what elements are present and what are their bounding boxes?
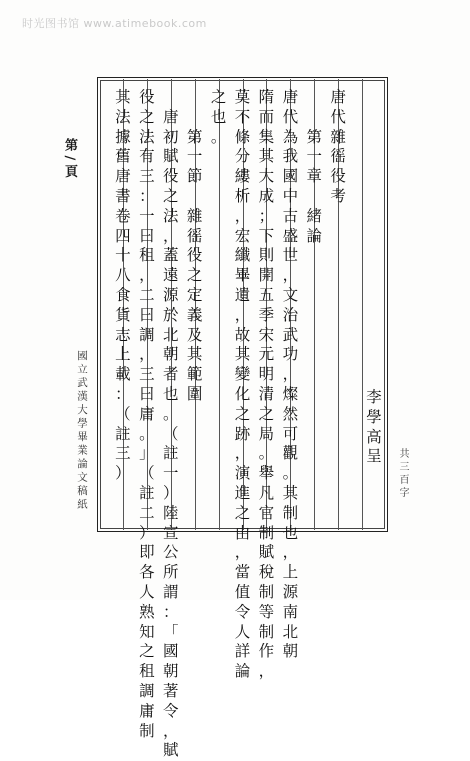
column-char: 文 bbox=[282, 285, 299, 304]
column-char: ） bbox=[162, 483, 179, 502]
column-char: ） bbox=[115, 464, 131, 483]
column-char: 詳 bbox=[234, 642, 251, 661]
column-char: ， bbox=[139, 345, 155, 364]
column-char: 武 bbox=[282, 325, 299, 344]
column-char: 古 bbox=[282, 206, 299, 225]
column-char: 宋 bbox=[258, 325, 275, 344]
column-char: 條 bbox=[234, 127, 251, 146]
column-char: 役 bbox=[186, 246, 203, 265]
column-char: 註 bbox=[115, 424, 131, 443]
column-char: 之 bbox=[234, 503, 251, 522]
column-char: 一 bbox=[139, 206, 155, 225]
column-char: 源 bbox=[162, 285, 179, 304]
column-char: 唐 bbox=[330, 88, 346, 106]
column-char: 。 bbox=[139, 424, 155, 443]
column-char: 季 bbox=[258, 305, 275, 324]
column-char: 也 bbox=[210, 107, 227, 126]
column-char: ： bbox=[162, 602, 179, 621]
column-char bbox=[185, 187, 205, 207]
column-char: 代 bbox=[330, 107, 346, 126]
column-char: 然 bbox=[282, 404, 299, 423]
column-char: 法 bbox=[115, 107, 131, 126]
author-char: 李 bbox=[366, 388, 382, 406]
column-char: 雜 bbox=[330, 127, 346, 146]
column-char: ， bbox=[234, 543, 251, 562]
column-char: 明 bbox=[258, 365, 275, 384]
column-char: 官 bbox=[258, 503, 275, 522]
column-char: 其 bbox=[282, 483, 299, 502]
column-char: （ bbox=[139, 464, 155, 483]
column-char: 載 bbox=[115, 365, 131, 384]
text-column bbox=[209, 88, 229, 147]
column-char: 謂 bbox=[162, 582, 179, 601]
column-char: 之 bbox=[210, 88, 227, 106]
column-char: 庸 bbox=[139, 701, 155, 720]
column-char: 蓋 bbox=[162, 246, 179, 265]
column-char: 一 bbox=[186, 147, 203, 166]
column-char: 役 bbox=[162, 167, 179, 186]
column-char: 。 bbox=[210, 127, 227, 146]
column-char: 貨 bbox=[115, 305, 131, 324]
column-char: 範 bbox=[186, 365, 203, 384]
column-char: 分 bbox=[234, 147, 251, 166]
column-char: ， bbox=[282, 266, 299, 285]
column-char: 五 bbox=[258, 285, 275, 304]
column-char: 下 bbox=[258, 226, 275, 245]
column-char: 縷 bbox=[234, 167, 251, 186]
column-char: 公 bbox=[162, 543, 179, 562]
column-char: 義 bbox=[186, 305, 203, 324]
column-char: 進 bbox=[234, 483, 251, 502]
column-char: 之 bbox=[139, 642, 155, 661]
column-char: 等 bbox=[258, 602, 275, 621]
text-column bbox=[185, 128, 205, 405]
column-char: 圍 bbox=[186, 384, 203, 403]
author-char: 呈 bbox=[366, 447, 382, 466]
column-char: 燦 bbox=[282, 384, 299, 403]
column-char: 賦 bbox=[162, 741, 179, 760]
column-char bbox=[304, 187, 324, 207]
text-column bbox=[328, 88, 348, 207]
column-char: 庸 bbox=[139, 404, 155, 423]
column-char: 唐 bbox=[115, 167, 131, 186]
column-char: 」 bbox=[139, 444, 155, 463]
column-char: 。 bbox=[282, 464, 299, 483]
column-char: 作 bbox=[258, 642, 275, 661]
column-rule bbox=[362, 79, 363, 530]
column-char: 宏 bbox=[234, 226, 251, 245]
column-char: 註 bbox=[139, 483, 155, 502]
column-char: ， bbox=[282, 365, 299, 384]
column-char: 「 bbox=[162, 622, 179, 641]
column-char: 役 bbox=[330, 167, 346, 186]
column-char: 令 bbox=[234, 602, 251, 621]
column-char: ， bbox=[162, 226, 179, 245]
column-char: 我 bbox=[282, 147, 299, 166]
column-char: 節 bbox=[186, 167, 203, 186]
column-char: 宣 bbox=[162, 523, 179, 542]
column-char: 故 bbox=[234, 325, 251, 344]
column-char: ， bbox=[162, 721, 179, 740]
column-char: 第 bbox=[306, 127, 322, 146]
column-char: 上 bbox=[282, 563, 299, 582]
column-char: 知 bbox=[139, 622, 155, 641]
column-char: 值 bbox=[234, 582, 251, 601]
column-char: 而 bbox=[258, 107, 275, 126]
column-char: 據 bbox=[115, 127, 131, 146]
column-char: 制 bbox=[282, 503, 299, 522]
author-char: 高 bbox=[366, 427, 382, 446]
column-char: ， bbox=[234, 444, 251, 463]
column-char: 卷 bbox=[115, 206, 131, 225]
column-char: 即 bbox=[139, 543, 155, 562]
column-char: 隋 bbox=[258, 88, 275, 106]
column-char: 租 bbox=[139, 246, 155, 265]
column-char: 租 bbox=[139, 662, 155, 681]
column-char: ： bbox=[139, 186, 155, 205]
column-char: 熟 bbox=[139, 602, 155, 621]
column-char: ） bbox=[139, 523, 155, 542]
column-char: 遺 bbox=[234, 285, 251, 304]
column-char: 成 bbox=[258, 186, 275, 205]
column-char: 雜 bbox=[186, 206, 203, 225]
column-char: 遠 bbox=[162, 266, 179, 285]
column-char: 法 bbox=[139, 127, 155, 146]
column-char: 之 bbox=[258, 404, 275, 423]
column-char: 陸 bbox=[162, 503, 179, 522]
column-char: 則 bbox=[258, 246, 275, 265]
column-char: 考 bbox=[330, 186, 346, 205]
column-char: 各 bbox=[139, 563, 155, 582]
column-char: 之 bbox=[186, 266, 203, 285]
column-char: 者 bbox=[162, 365, 179, 384]
column-char: 人 bbox=[139, 582, 155, 601]
column-char: 其 bbox=[186, 345, 203, 364]
column-char: 析 bbox=[234, 186, 251, 205]
text-column bbox=[256, 88, 276, 682]
column-char: 志 bbox=[115, 325, 131, 344]
watermark: 时光图书馆 www.atimebook.com bbox=[22, 17, 207, 30]
column-char: 大 bbox=[258, 167, 275, 186]
column-char: 調 bbox=[139, 325, 155, 344]
column-char: （ bbox=[162, 424, 179, 443]
column-char: 有 bbox=[139, 147, 155, 166]
column-char: 國 bbox=[282, 167, 299, 186]
column-char: 莫 bbox=[234, 88, 251, 106]
column-char: 制 bbox=[258, 622, 275, 641]
column-char: ， bbox=[139, 266, 155, 285]
column-char: 之 bbox=[162, 186, 179, 205]
column-char: 凡 bbox=[258, 483, 275, 502]
text-column bbox=[280, 88, 300, 662]
column-char: 元 bbox=[258, 345, 275, 364]
column-char: 稅 bbox=[258, 563, 275, 582]
column-char: 三 bbox=[115, 444, 131, 463]
column-char: 一 bbox=[162, 464, 179, 483]
column-char: 制 bbox=[258, 523, 275, 542]
column-char: ， bbox=[282, 543, 299, 562]
column-char: 論 bbox=[306, 226, 322, 245]
column-char: 食 bbox=[115, 285, 131, 304]
column-char: 舉 bbox=[258, 464, 275, 483]
column-char: 開 bbox=[258, 266, 275, 285]
column-char: 由 bbox=[234, 523, 251, 542]
column-char: ， bbox=[234, 206, 251, 225]
column-char: 不 bbox=[234, 107, 251, 126]
column-char: 法 bbox=[162, 206, 179, 225]
author-signature bbox=[364, 388, 384, 467]
column-char: 代 bbox=[282, 107, 299, 126]
column-char: 緒 bbox=[306, 206, 322, 225]
column-char: 唐 bbox=[162, 107, 179, 126]
column-char: 論 bbox=[234, 662, 251, 681]
column-char: 著 bbox=[162, 681, 179, 700]
column-char: 化 bbox=[234, 384, 251, 403]
text-column bbox=[113, 88, 133, 484]
column-char: 纖 bbox=[234, 246, 251, 265]
column-char: 國 bbox=[162, 642, 179, 661]
column-char: 之 bbox=[234, 404, 251, 423]
column-char: 及 bbox=[186, 325, 203, 344]
column-char: 之 bbox=[139, 107, 155, 126]
column-char: 當 bbox=[234, 563, 251, 582]
column-char: 功 bbox=[282, 345, 299, 364]
column-char: 其 bbox=[258, 147, 275, 166]
column-char: 也 bbox=[282, 523, 299, 542]
column-char: 。 bbox=[162, 404, 179, 423]
column-char: 制 bbox=[139, 721, 155, 740]
column-char: 註 bbox=[162, 444, 179, 463]
column-char: 書 bbox=[115, 186, 131, 205]
column-char: 朝 bbox=[282, 642, 299, 661]
column-char: 治 bbox=[282, 305, 299, 324]
university-paper-label: 國立武漢大學畢業論文稿紙 bbox=[76, 350, 88, 512]
column-char: 唐 bbox=[282, 88, 299, 106]
column-char: 於 bbox=[162, 305, 179, 324]
column-char: 北 bbox=[162, 325, 179, 344]
column-char: 役 bbox=[139, 88, 155, 106]
column-char: 朝 bbox=[162, 345, 179, 364]
column-char: 八 bbox=[115, 266, 131, 285]
text-column bbox=[137, 88, 157, 741]
column-char: 定 bbox=[186, 285, 203, 304]
column-char: 其 bbox=[115, 88, 131, 106]
column-char: 二 bbox=[139, 285, 155, 304]
column-char: 畢 bbox=[234, 266, 251, 285]
text-column bbox=[233, 88, 253, 682]
column-char: 為 bbox=[282, 127, 299, 146]
column-char: 一 bbox=[306, 147, 322, 166]
column-char: 四 bbox=[115, 226, 131, 245]
column-char: 三 bbox=[139, 365, 155, 384]
column-char: 演 bbox=[234, 464, 251, 483]
column-char: 章 bbox=[306, 167, 322, 186]
column-char: 二 bbox=[139, 503, 155, 522]
column-char: 賦 bbox=[162, 147, 179, 166]
column-char: 朝 bbox=[162, 662, 179, 681]
column-char: 曰 bbox=[139, 384, 155, 403]
column-char: ： bbox=[115, 384, 131, 403]
column-char: 曰 bbox=[139, 226, 155, 245]
column-char: 上 bbox=[115, 345, 131, 364]
column-char: 三 bbox=[139, 167, 155, 186]
column-char: ， bbox=[258, 662, 275, 681]
author-char: 學 bbox=[366, 407, 382, 426]
column-char: 所 bbox=[162, 563, 179, 582]
column-char: 制 bbox=[258, 582, 275, 601]
column-char: 賦 bbox=[258, 543, 275, 562]
column-char: 初 bbox=[162, 127, 179, 146]
column-char: 世 bbox=[282, 246, 299, 265]
column-char: 其 bbox=[234, 345, 251, 364]
column-char: 也 bbox=[162, 384, 179, 403]
column-char: 徭 bbox=[330, 147, 346, 166]
column-char: 觀 bbox=[282, 444, 299, 463]
column-char: 中 bbox=[282, 186, 299, 205]
column-char: 第 bbox=[186, 127, 203, 146]
column-char: 北 bbox=[282, 622, 299, 641]
page-number-label: 第 / 頁 bbox=[62, 138, 77, 178]
column-char: 變 bbox=[234, 365, 251, 384]
column-char: 。 bbox=[258, 444, 275, 463]
column-char: 曰 bbox=[139, 305, 155, 324]
column-char: 徭 bbox=[186, 226, 203, 245]
grid-count-label: 共三百字 bbox=[397, 448, 408, 500]
column-char: 集 bbox=[258, 127, 275, 146]
column-char: 盛 bbox=[282, 226, 299, 245]
column-char: 舊 bbox=[115, 147, 131, 166]
column-char: （ bbox=[115, 404, 131, 423]
column-char: ， bbox=[234, 305, 251, 324]
column-char: 清 bbox=[258, 384, 275, 403]
column-char: 調 bbox=[139, 681, 155, 700]
text-column bbox=[304, 128, 324, 247]
column-char: 可 bbox=[282, 424, 299, 443]
column-char: 人 bbox=[234, 622, 251, 641]
column-char: ； bbox=[258, 206, 275, 225]
column-char: 源 bbox=[282, 582, 299, 601]
column-char: 令 bbox=[162, 701, 179, 720]
column-char: 跡 bbox=[234, 424, 251, 443]
text-column bbox=[161, 108, 181, 761]
column-char: 南 bbox=[282, 602, 299, 621]
column-char: 局 bbox=[258, 424, 275, 443]
column-char: 十 bbox=[115, 246, 131, 265]
